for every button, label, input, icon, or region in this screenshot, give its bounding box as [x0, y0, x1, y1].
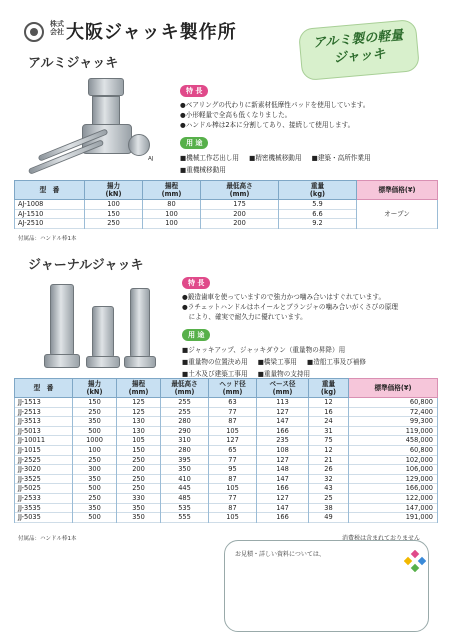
cell: 310 — [161, 436, 209, 446]
contact-text: お見積・詳しい資料については、 — [235, 551, 325, 558]
cell: 350 — [117, 503, 161, 513]
feature-item: ●小形軽量で全高も低くなりました。 — [180, 111, 292, 119]
cell: 395 — [161, 455, 209, 465]
cell: 150 — [85, 209, 143, 219]
cell-model: AJ-2510 — [15, 219, 85, 229]
use-item: ■橋梁工事用 — [257, 358, 297, 366]
cell: 350 — [73, 474, 117, 484]
cell: 445 — [161, 484, 209, 494]
use-item: ■精密機械移動用 — [249, 154, 302, 162]
cell-price: 119,000 — [349, 426, 438, 436]
table-row — [15, 484, 438, 494]
features-label: 特 長 — [180, 85, 208, 97]
cell: 300 — [73, 465, 117, 475]
cell: 166 — [257, 484, 309, 494]
cell: 200 — [201, 209, 279, 219]
cell: 175 — [201, 200, 279, 210]
cell: 105 — [209, 484, 257, 494]
use-item: ■機械工作芯出し用 — [180, 154, 239, 162]
journal-jack-title: ジャーナルジャッキ — [28, 258, 144, 273]
aluminum-accessory-note: 付属品：ハンドル棒1本 — [18, 236, 77, 242]
cell: 95 — [209, 465, 257, 475]
cell: 130 — [117, 417, 161, 427]
cell-model: JJ-3535 — [15, 503, 73, 513]
cell: 250 — [73, 493, 117, 503]
cell: 26 — [309, 465, 349, 475]
cell-price: 147,000 — [349, 503, 438, 513]
cell-model: JJ-2525 — [15, 455, 73, 465]
journal-accessory-note: 付属品：ハンドル棒1本 — [18, 536, 77, 542]
cell: 100 — [143, 209, 201, 219]
cell: 125 — [117, 407, 161, 417]
cell: 5.9 — [279, 200, 357, 210]
cell: 127 — [257, 407, 309, 417]
cell: 87 — [209, 474, 257, 484]
feature-item: ●ベアリングの代わりに新素材低摩性パッドを使用しています。 — [180, 101, 370, 109]
cell: 105 — [117, 436, 161, 446]
company-mark-icon — [404, 550, 426, 572]
cell: 148 — [257, 465, 309, 475]
cell: 147 — [257, 474, 309, 484]
table-row — [15, 426, 438, 436]
use-item: ■ジャッキアップ、ジャッキダウン（重量物の昇降）用 — [182, 346, 346, 354]
col-header: 最低高さ (mm) — [201, 181, 279, 200]
cell: 21 — [309, 455, 349, 465]
col-header: 標準価格(¥) — [349, 379, 438, 398]
cell: 250 — [73, 455, 117, 465]
cell: 235 — [257, 436, 309, 446]
uses-label: 用 途 — [182, 329, 210, 341]
cell-price: 102,000 — [349, 455, 438, 465]
cell-price: 191,000 — [349, 513, 438, 523]
tax-note: 消費税は含まれておりません — [342, 535, 421, 542]
table-row — [15, 200, 438, 210]
cell: 25 — [309, 493, 349, 503]
cell: 166 — [257, 426, 309, 436]
cell-model: AJ-1510 — [15, 209, 85, 219]
cell: 43 — [309, 484, 349, 494]
cell: 77 — [209, 493, 257, 503]
cell: 127 — [257, 455, 309, 465]
table-row — [15, 417, 438, 427]
cell: 12 — [309, 445, 349, 455]
cell-model: JJ-2513 — [15, 407, 73, 417]
cell: 63 — [209, 398, 257, 408]
cell: 75 — [309, 436, 349, 446]
cell: 147 — [257, 503, 309, 513]
cell: 12 — [309, 398, 349, 408]
cell-price: 60,800 — [349, 445, 438, 455]
col-header: 揚程 (mm) — [117, 379, 161, 398]
cell: 250 — [117, 474, 161, 484]
cell: 87 — [209, 417, 257, 427]
feature-item: ●鍛造歯車を使っていますので強力かつ噛み合いはすぐれています。 — [182, 293, 386, 301]
cell-model: JJ-1513 — [15, 398, 73, 408]
cell: 350 — [161, 465, 209, 475]
aluminum-photo-label: AJ — [148, 156, 154, 162]
cell: 500 — [73, 426, 117, 436]
cell-price: 106,000 — [349, 465, 438, 475]
cell: 250 — [117, 484, 161, 494]
cell: 6.6 — [279, 209, 357, 219]
col-header: 型 番 — [15, 379, 73, 398]
cell: 100 — [73, 445, 117, 455]
use-item: ■土木及び建築工事用 — [182, 370, 248, 378]
cell-model: JJ-3513 — [15, 417, 73, 427]
cell: 24 — [309, 417, 349, 427]
cell: 100 — [143, 219, 201, 229]
table-row — [15, 398, 438, 408]
uses-label: 用 途 — [180, 137, 208, 149]
cell: 105 — [209, 513, 257, 523]
features-label: 特 長 — [182, 277, 210, 289]
cell: 130 — [117, 426, 161, 436]
cell-price: 129,000 — [349, 474, 438, 484]
cell: 32 — [309, 474, 349, 484]
table-row — [15, 493, 438, 503]
cell: 250 — [117, 455, 161, 465]
cell: 280 — [161, 445, 209, 455]
cell: 147 — [257, 417, 309, 427]
col-header: 重量 (kg) — [309, 379, 349, 398]
feature-item: ●ハンドル棒は2本に分割してあり、接続して使用します。 — [180, 121, 355, 129]
contact-box — [224, 540, 429, 632]
col-header: 最低高さ (mm) — [161, 379, 209, 398]
cell-model: JJ-3525 — [15, 474, 73, 484]
company-name: 大阪ジャッキ製作所 — [66, 22, 237, 43]
cell-price: 458,000 — [349, 436, 438, 446]
cell: 127 — [257, 493, 309, 503]
cell: 166 — [257, 513, 309, 523]
cell: 113 — [257, 398, 309, 408]
cell: 31 — [309, 426, 349, 436]
col-header: ベース径 (mm) — [257, 379, 309, 398]
table-row — [15, 455, 438, 465]
cell-model: AJ-1008 — [15, 200, 85, 210]
cell-price: 166,000 — [349, 484, 438, 494]
cell-model: JJ-5025 — [15, 484, 73, 494]
cell: 250 — [73, 407, 117, 417]
col-header: 揚力 (kN) — [85, 181, 143, 200]
cell: 125 — [117, 398, 161, 408]
journal-jack-photo — [30, 278, 170, 378]
cell: 9.2 — [279, 219, 357, 229]
cell-model: JJ-5013 — [15, 426, 73, 436]
use-item: ■重量物の位置決め用 — [182, 358, 248, 366]
company-logo — [24, 22, 44, 42]
cell: 1000 — [73, 436, 117, 446]
cell: 16 — [309, 407, 349, 417]
cell: 485 — [161, 493, 209, 503]
cell-model: JJ-10011 — [15, 436, 73, 446]
feature-item: ●ラチェットハンドルはホイールとブランジャの噛み合いがくさびの原理 — [182, 303, 398, 311]
cell: 65 — [209, 445, 257, 455]
cell: 87 — [209, 503, 257, 513]
cell: 535 — [161, 503, 209, 513]
cell: 290 — [161, 426, 209, 436]
feature-item: により、確実で耐久力に優れています。 — [182, 313, 307, 321]
journal-features-block — [182, 270, 398, 378]
table-row — [15, 407, 438, 417]
badge-text: アルミ製の軽量ジャッキ — [312, 28, 404, 67]
cell: 350 — [73, 503, 117, 513]
cell: 410 — [161, 474, 209, 484]
cell: 100 — [85, 200, 143, 210]
col-header: 標準価格(¥) — [357, 181, 438, 200]
col-header: 揚程 (mm) — [143, 181, 201, 200]
cell: 500 — [73, 484, 117, 494]
lightweight-badge — [298, 19, 420, 81]
cell: 77 — [209, 407, 257, 417]
cell-price-open: オープン — [357, 200, 438, 229]
cell-price: 72,400 — [349, 407, 438, 417]
company-prefix: 株式会社 — [50, 20, 64, 36]
use-item: ■造船工事及び補修 — [307, 358, 366, 366]
cell-model: JJ-5035 — [15, 513, 73, 523]
aluminum-jack-title: アルミジャッキ — [28, 56, 119, 71]
col-header: 重量 (kg) — [279, 181, 357, 200]
col-header: ヘッド径 (mm) — [209, 379, 257, 398]
cell: 150 — [73, 398, 117, 408]
cell: 255 — [161, 407, 209, 417]
cell: 127 — [209, 436, 257, 446]
cell-price: 122,000 — [349, 493, 438, 503]
table-row — [15, 513, 438, 523]
use-item: ■建築・高所作業用 — [311, 154, 371, 162]
cell: 200 — [117, 465, 161, 475]
cell-model: JJ-1015 — [15, 445, 73, 455]
cell: 500 — [73, 513, 117, 523]
cell: 200 — [201, 219, 279, 229]
journal-spec-table — [14, 378, 438, 523]
cell: 77 — [209, 455, 257, 465]
cell: 330 — [117, 493, 161, 503]
cell-model: JJ-3020 — [15, 465, 73, 475]
aluminum-features-block — [180, 78, 379, 174]
cell: 555 — [161, 513, 209, 523]
cell: 49 — [309, 513, 349, 523]
cell: 108 — [257, 445, 309, 455]
cell: 350 — [117, 513, 161, 523]
use-item: ■重機械移動用 — [180, 166, 226, 174]
aluminum-jack-photo — [20, 72, 160, 172]
use-item: ■重量物の支持用 — [257, 370, 311, 378]
col-header: 揚力 (kN) — [73, 379, 117, 398]
cell-price: 60,800 — [349, 398, 438, 408]
table-row — [15, 503, 438, 513]
cell: 255 — [161, 398, 209, 408]
cell-price: 99,300 — [349, 417, 438, 427]
cell: 280 — [161, 417, 209, 427]
cell: 250 — [85, 219, 143, 229]
table-row — [15, 474, 438, 484]
cell: 150 — [117, 445, 161, 455]
col-header: 型 番 — [15, 181, 85, 200]
cell-model: JJ-2533 — [15, 493, 73, 503]
cell: 80 — [143, 200, 201, 210]
cell: 38 — [309, 503, 349, 513]
cell: 350 — [73, 417, 117, 427]
table-row — [15, 445, 438, 455]
table-row — [15, 436, 438, 446]
aluminum-spec-table — [14, 180, 438, 229]
table-row — [15, 465, 438, 475]
cell: 105 — [209, 426, 257, 436]
